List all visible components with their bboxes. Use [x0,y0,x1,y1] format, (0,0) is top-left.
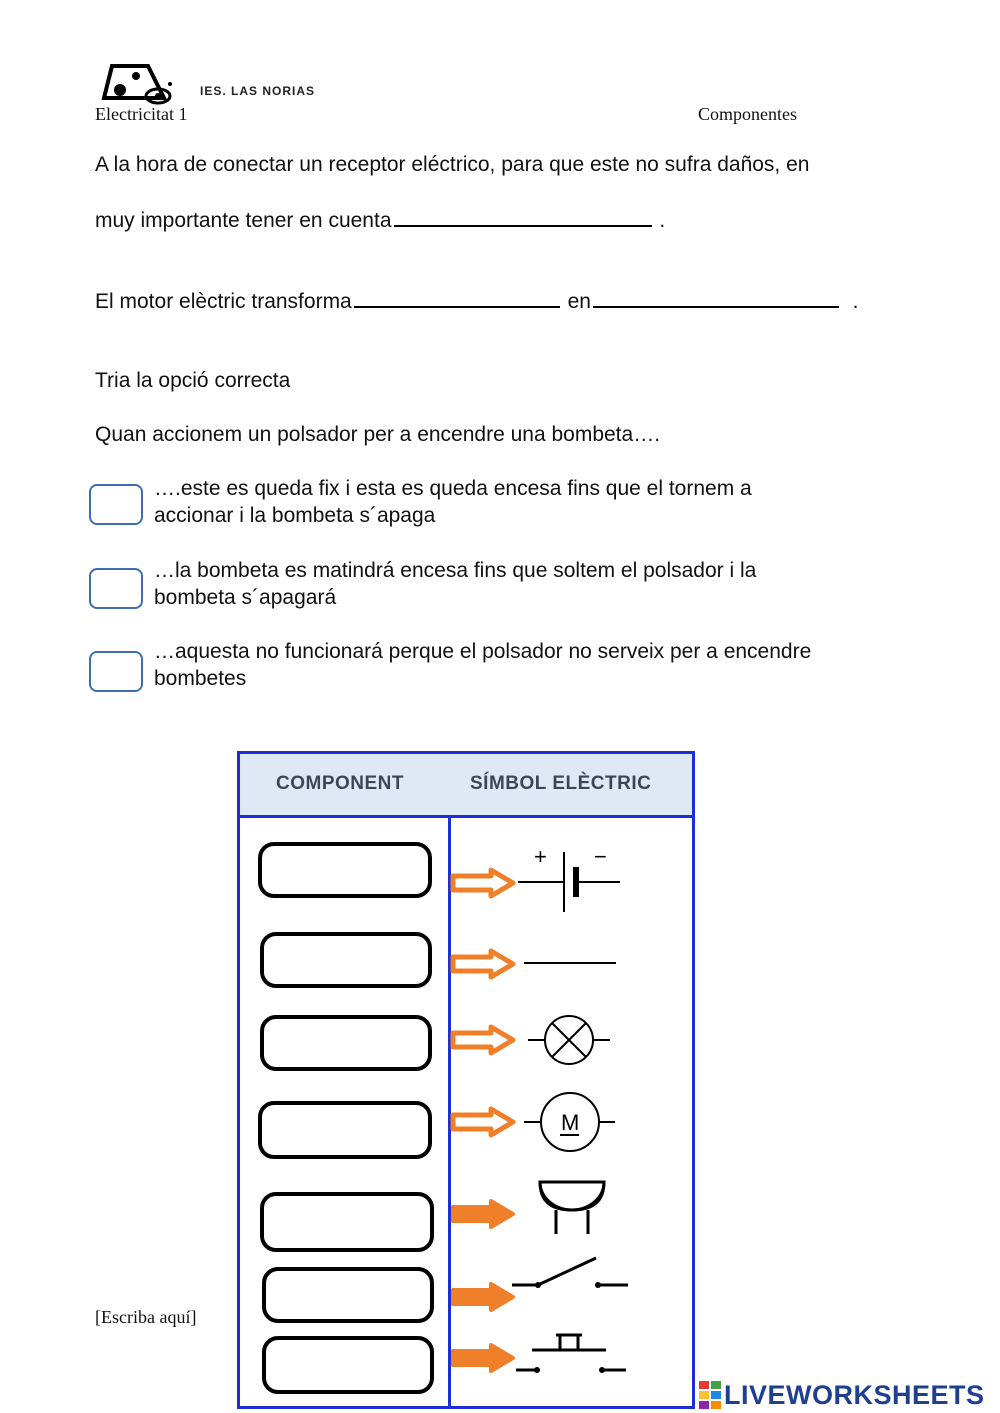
column-header-symbol: SÍMBOL ELÈCTRIC [470,773,652,794]
option-1-line-2: accionar i la bombeta s´apaga [154,504,436,527]
option-2-line-2: bombeta s´apagará [154,586,337,609]
symbols-column [440,830,690,1405]
option-3-text [154,638,914,692]
battery-plus-label: + [534,844,547,869]
orange-arrow-icon [453,1345,513,1371]
option-2-checkbox[interactable] [89,568,143,609]
orange-arrow-icon [453,1027,513,1053]
option-2-line-1: …la bombeta es matindrá encesa fins que soltem el polsador i la [154,559,757,582]
question-1-text: muy importante tener en cuenta [95,209,392,232]
placeholder-text: [Escriba aquí] [95,1307,197,1327]
subject-label: Electricitat 1 [95,104,188,124]
question-2 [95,286,858,315]
bell-symbol [540,1182,604,1234]
option-1-line-1: ….este es queda fix i esta es queda encesa fins que el tornem a [154,477,752,500]
option-3-checkbox[interactable] [89,651,143,692]
component-answer-box[interactable] [260,932,432,988]
liveworksheets-logo [698,1379,985,1411]
choose-title: Tria la opció correcta [95,369,291,392]
option-3-line-2: bombetes [154,667,247,690]
liveworksheets-icon [698,1380,722,1410]
orange-arrow-icon [453,951,513,977]
school-name: IES. LAS NORIAS [200,84,316,98]
orange-arrow-icon [453,1284,513,1310]
component-answer-box[interactable] [262,1267,434,1323]
question-1-line-2 [95,205,665,234]
liveworksheets-wordmark: LIVEWORKSHEETS [724,1379,985,1410]
question-1-end: . [659,209,666,232]
orange-arrow-icon [453,1201,513,1227]
switch-symbol [512,1258,628,1288]
battery-symbol [518,844,620,912]
question-2-text-mid: en [567,290,591,313]
lamp-symbol [528,1016,610,1064]
option-2-text [154,557,914,611]
motor-letter: M [561,1110,580,1135]
orange-arrow-icon [453,1109,513,1135]
question-2-end: . [852,290,859,313]
answer-blank-3[interactable] [593,286,839,308]
choose-question: Quan accionem un polsador per a encendre una bombeta…. [95,423,661,446]
orange-arrow-icon [453,870,513,896]
component-answer-box[interactable] [262,1336,434,1394]
table-header [240,754,692,818]
component-answer-box[interactable] [258,842,432,898]
option-3-line-1: …aquesta no funcionará perque el polsador no serveix per a encendre [154,640,812,663]
option-1-checkbox[interactable] [89,484,143,525]
column-header-component: COMPONENT [276,773,404,794]
answer-blank-1[interactable] [394,205,652,227]
topic-label: Componentes [698,104,797,124]
pushbutton-symbol [516,1335,626,1373]
answer-blank-2[interactable] [354,286,560,308]
component-answer-box[interactable] [260,1192,434,1252]
question-1-line-1: A la hora de conectar un receptor eléctrico, para que este no sufra daños, en [95,153,810,176]
component-answer-box[interactable] [260,1015,432,1071]
option-1-text [154,475,914,529]
question-2-text-start: El motor elèctric transforma [95,290,352,313]
motor-symbol [524,1093,615,1151]
component-answer-box[interactable] [258,1101,432,1159]
battery-minus-label: − [594,844,607,869]
school-logo [100,60,180,108]
